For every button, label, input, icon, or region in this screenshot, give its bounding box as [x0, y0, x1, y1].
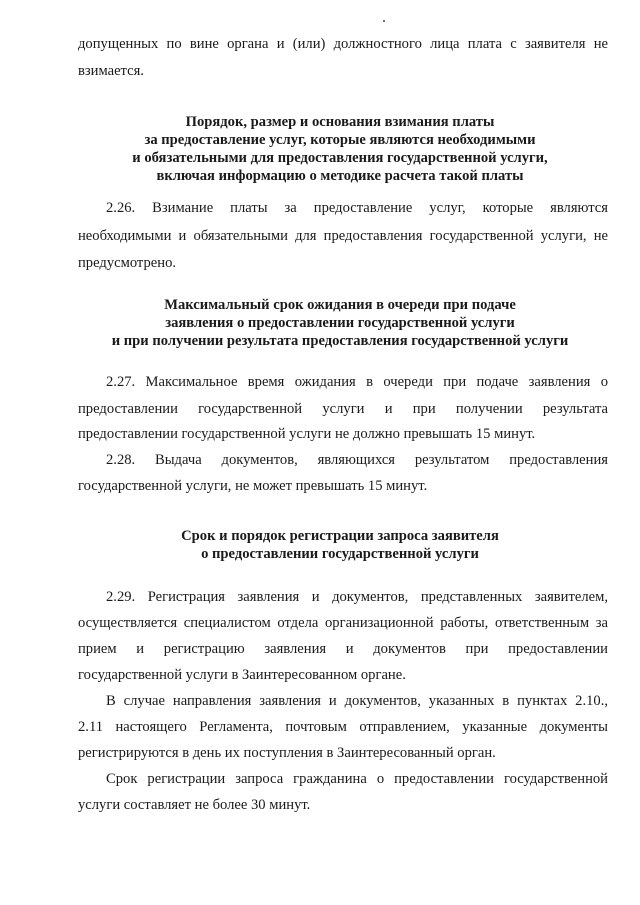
p-term-line-1: Срок регистрации запроса гражданина о предоставлении государственной [106, 771, 608, 787]
intro-line-2: взимается. [78, 63, 144, 79]
fee-heading-line-4: включая информацию о методике расчета такой платы [156, 168, 524, 184]
p-mail-line-1: В случае направления заявления и документов, указанных в пунктах 2.10., [106, 693, 608, 709]
p-2-28-line-1: 2.28. Выдача документов, являющихся результатом предоставления [106, 452, 608, 468]
p-2-27-line-2: предоставлении государственной услуги и при получении результата [78, 401, 608, 417]
intro-line-1: допущенных по вине органа и (или) должностного лица плата с заявителя не [78, 36, 608, 52]
p-2-29-line-1: 2.29. Регистрация заявления и документов, представленных заявителем, [106, 589, 608, 605]
p-mail-line-3: регистрируются в день их поступления в Заинтересованный орган. [78, 745, 496, 761]
p-2-26-line-1: 2.26. Взимание платы за предоставление услуг, которые являются [106, 200, 608, 216]
fee-heading-line-2: за предоставление услуг, которые являются необходимыми [144, 132, 536, 148]
p-mail-line-2: 2.11 настоящего Регламента, почтовым отправлением, указанные документы [78, 719, 608, 735]
p-2-26-line-2: необходимыми и обязательными для предоставления государственной услуги, не [78, 228, 608, 244]
p-2-28-line-2: государственной услуги, не может превышать 15 минут. [78, 478, 428, 494]
p-2-29-line-2: осуществляется специалистом отдела организационной работы, ответственным за [78, 615, 608, 631]
queue-heading-line-2: заявления о предоставлении государственной услуги [165, 315, 515, 331]
p-2-29-line-3: прием и регистрацию заявления и документов при предоставлении [78, 641, 608, 657]
fee-heading-line-3: и обязательными для предоставления государственной услуги, [132, 150, 548, 166]
p-2-27-line-3: предоставлении государственной услуги не должно превышать 15 минут. [78, 426, 536, 442]
p-term-line-2: услуги составляет не более 30 минут. [78, 797, 311, 813]
queue-heading-line-3: и при получении результата предоставления государственной услуги [111, 333, 569, 349]
fee-heading-line-1: Порядок, размер и основания взимания платы [185, 114, 495, 130]
queue-heading-line-1: Максимальный срок ожидания в очереди при подаче [164, 297, 516, 313]
p-2-27-line-1: 2.27. Максимальное время ожидания в очереди при подаче заявления о [106, 374, 608, 390]
registration-heading-line-1: Срок и порядок регистрации запроса заявителя [181, 528, 499, 544]
p-2-29-line-4: государственной услуги в Заинтересованном органе. [78, 667, 406, 683]
scan-speck [383, 20, 385, 22]
p-2-26-line-3: предусмотрено. [78, 255, 177, 271]
registration-heading-line-2: о предоставлении государственной услуги [201, 546, 479, 562]
